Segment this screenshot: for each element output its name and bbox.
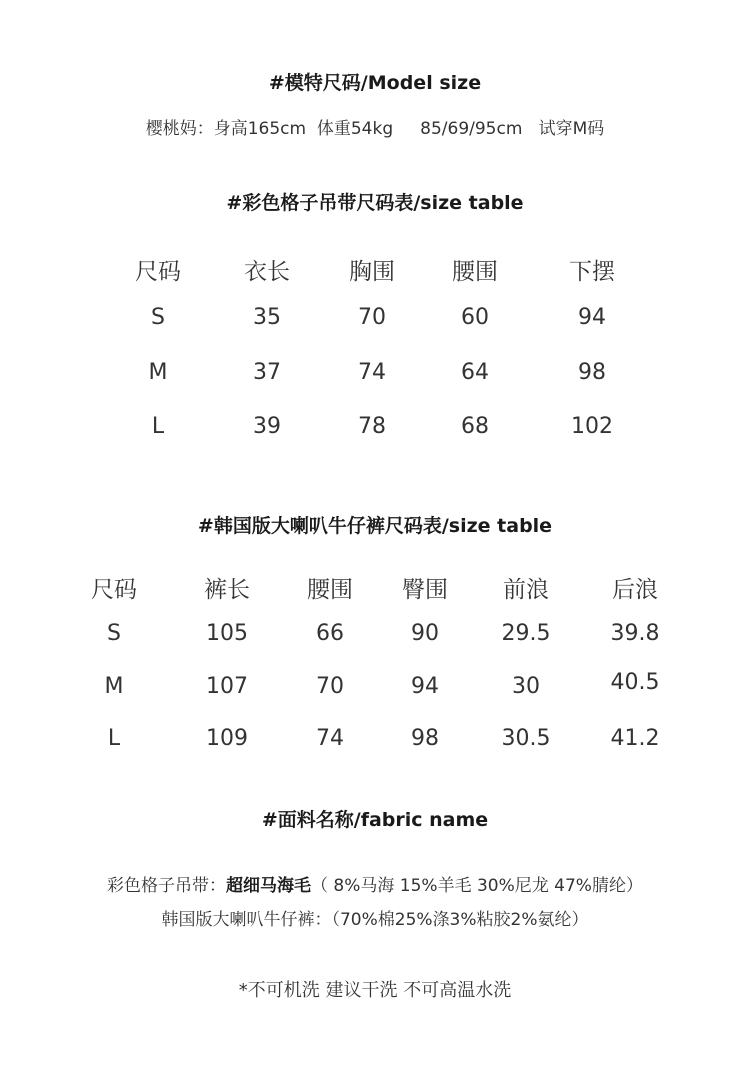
table1-cell-r2-c3: 68 (461, 414, 489, 439)
table2-cell-r1-c3: 94 (411, 674, 439, 699)
jeans-size-table-title: #韩国版大喇叭牛仔裤尺码表/size table (197, 515, 553, 537)
fabric-camisole-material: 超细马海毛 (226, 876, 312, 896)
table1-header-3: 腰围 (452, 259, 498, 285)
table1-cell-r2-c0: L (151, 414, 165, 439)
table2-header-0: 尺码 (91, 577, 137, 603)
table1-cell-r1-c0: M (148, 360, 168, 385)
fabric-camisole-label: 彩色格子吊带： (107, 876, 227, 896)
model-size-info: 樱桃妈：身高165cm 体重54kg 85/69/95cm 试穿M码 (145, 119, 605, 139)
table2-cell-r2-c5: 41.2 (610, 726, 660, 751)
table2-cell-r0-c2: 66 (316, 621, 344, 646)
table2-cell-r2-c1: 109 (206, 726, 248, 751)
table2-header-1: 裤长 (204, 577, 250, 603)
fabric-line-camisole (0, 871, 750, 896)
table2-cell-r0-c3: 90 (411, 621, 439, 646)
table1-header-1: 衣长 (244, 259, 290, 285)
table1-cell-r0-c4: 94 (578, 305, 606, 330)
table2-cell-r0-c1: 105 (206, 621, 248, 646)
table1-cell-r1-c4: 98 (578, 360, 606, 385)
table2-cell-r1-c0: M (104, 674, 124, 699)
table2-header-3: 臀围 (402, 577, 448, 603)
table2-cell-r1-c5: 40.5 (610, 670, 660, 695)
table1-cell-r0-c3: 60 (461, 305, 489, 330)
table1-cell-r0-c2: 70 (358, 305, 386, 330)
table1-cell-r2-c1: 39 (253, 414, 281, 439)
fabric-name-title: #面料名称/fabric name (261, 809, 489, 831)
table2-cell-r0-c0: S (107, 621, 121, 646)
table2-cell-r2-c3: 98 (411, 726, 439, 751)
table1-header-0: 尺码 (135, 259, 181, 285)
table1-cell-r1-c2: 74 (358, 360, 386, 385)
model-size-title: #模特尺码/Model size (268, 72, 482, 94)
fabric-line-jeans: 韩国版大喇叭牛仔裤：（70%棉25%涤3%粘胶2%氨纶） (161, 910, 589, 930)
table2-header-5: 后浪 (612, 577, 658, 603)
table1-cell-r2-c2: 78 (358, 414, 386, 439)
care-note: *不可机洗 建议干洗 不可高温水洗 (238, 980, 512, 1001)
fabric-camisole-composition: （ 8%马海 15%羊毛 30%尼龙 47%腈纶） (311, 876, 643, 896)
table1-cell-r2-c4: 102 (571, 414, 613, 439)
table2-cell-r1-c2: 70 (316, 674, 344, 699)
camisole-size-table-title: #彩色格子吊带尺码表/size table (226, 192, 524, 214)
table2-header-4: 前浪 (503, 577, 549, 603)
table2-cell-r1-c1: 107 (206, 674, 248, 699)
table2-cell-r0-c5: 39.8 (610, 621, 660, 646)
table2-cell-r2-c4: 30.5 (501, 726, 551, 751)
table1-cell-r1-c3: 64 (461, 360, 489, 385)
table1-cell-r1-c1: 37 (253, 360, 281, 385)
table1-header-4: 下摆 (569, 259, 615, 285)
table2-cell-r2-c2: 74 (316, 726, 344, 751)
table1-cell-r0-c0: S (151, 305, 165, 330)
table2-cell-r1-c4: 30 (512, 674, 540, 699)
table2-cell-r0-c4: 29.5 (501, 621, 551, 646)
table1-header-2: 胸围 (349, 259, 395, 285)
table2-cell-r2-c0: L (107, 726, 121, 751)
table2-header-2: 腰围 (307, 577, 353, 603)
table1-cell-r0-c1: 35 (253, 305, 281, 330)
